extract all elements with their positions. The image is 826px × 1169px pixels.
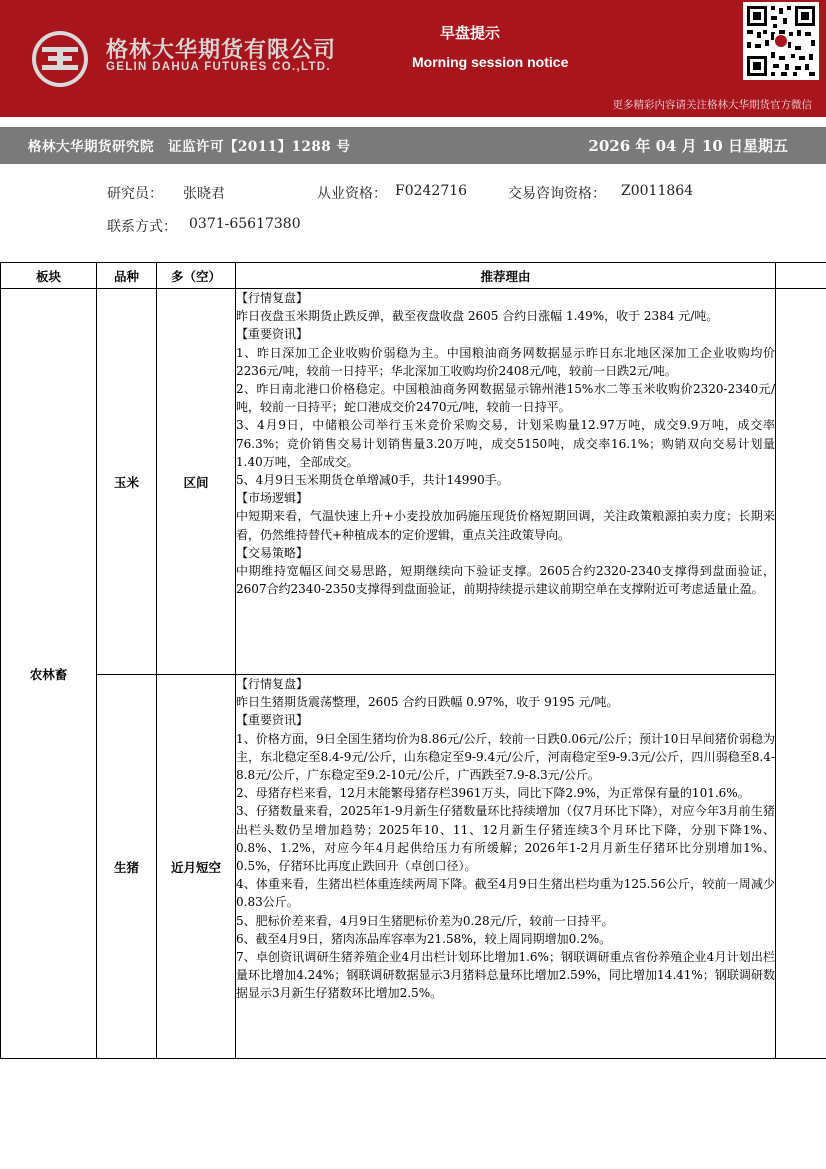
reason-paragraph: 5、4月9日玉米期货仓单增减0手，共计14990手。	[236, 473, 509, 488]
reason-paragraph: 3、4月9日，中储粮公司举行玉米竞价采购交易，计划采购量12.97万吨，成交9.9万吨，成交率76.3%；竞价销售交易计划销售量3.20万吨，成交5150吨，成交率16.1%；购销双向交易计划量1.40万吨，全部成交。	[236, 418, 775, 469]
header-sector: 板块	[1, 263, 97, 289]
header-reason: 推荐理由	[236, 263, 776, 289]
report-title-cn: 早盘提示	[440, 24, 501, 42]
reason-paragraph: 【重要资讯】	[236, 713, 309, 728]
header-direction: 多（空）	[157, 263, 236, 289]
reason-paragraph: 4、体重来看，生猪出栏体重连续两周下降。截至4月9日生猪出栏均重为125.56公斤，较前一周减少0.83公斤。	[236, 877, 775, 910]
reason-corn	[236, 289, 776, 675]
sector-cell: 农林畜	[1, 289, 97, 1059]
reason-paragraph: 【行情复盘】	[236, 677, 309, 691]
reason-paragraph: 5、肥标价差来看，4月9日生猪肥标价差为0.28元/斤，较前一日持平。	[236, 913, 614, 928]
contact-phone: 0371-65617380	[189, 216, 301, 232]
reason-paragraph: 昨日夜盘玉米期货止跌反弹，截至夜盘收盘 2605 合约日涨幅 1.49%，收于 2384 元/吨。	[236, 309, 719, 324]
reason-paragraph: 【交易策略】	[236, 545, 309, 560]
table-row-hog	[1, 675, 826, 1059]
researcher-name: 张晓君	[183, 186, 225, 202]
header-banner	[0, 0, 826, 117]
variety-corn: 玉米	[97, 289, 157, 675]
header-variety: 品种	[97, 263, 157, 289]
report-date: 2026 年 04 月 10 日星期五	[588, 137, 788, 155]
company-name-cn: 格林大华期货有限公司	[106, 38, 337, 63]
researcher-label: 研究员：	[107, 186, 163, 202]
extra-column	[776, 289, 826, 1059]
reason-paragraph: 【重要资讯】	[236, 327, 309, 342]
reason-paragraph: 7、卓创资讯调研生猪养殖企业4月出栏计划环比增加1.6%；钢联调研重点省份养殖企业4月计划出栏量环比增加4.24%；钢联调研数据显示3月猪料总量环比增加2.59%，同比增加14.41%；钢联调研数据显示3月新生仔猪数环比增加2.5%。	[236, 950, 775, 1001]
contact-label: 联系方式：	[107, 219, 177, 235]
reason-paragraph: 1、价格方面，9日全国生猪均价为8.86元/公斤，较前一日跌0.06元/公斤；预计10日早间猪价弱稳为主，东北稳定至8.4-9元/公斤，山东稳定至9-9.4元/公斤，河南稳定至9-9.3元/公斤，四川弱稳至8.4-8.8元/公斤，广东稳定至9.2-10元/公斤，广西跌至7.9-8.3元/公斤。	[236, 731, 775, 783]
table-row-corn	[1, 289, 826, 675]
reason-paragraph: 2、母猪存栏来看，12月末能繁母猪存栏3961万头，同比下降2.9%，为正常保有量的101.6%。	[236, 786, 750, 801]
header-extra	[776, 263, 826, 289]
report-title-en: Morning session notice	[412, 54, 569, 70]
consult-label: 交易咨询资格：	[508, 186, 606, 202]
reason-paragraph: 中期维持宽幅区间交易思路，短期继续向下验证支撑。2605合约2320-2340支撑得到盘面验证，2607合约2340-2350支撑得到盘面验证，前期持续提示建议前期空单在支撑附近可考虑适量止盈。	[236, 564, 775, 597]
consult-number: Z0011864	[621, 183, 694, 199]
table-header-row	[1, 263, 826, 289]
reason-paragraph: 昨日生猪期货震荡整理，2605 合约日跌幅 0.97%，收于 9195 元/吨。	[236, 695, 619, 710]
reason-paragraph: 中短期来看，气温快速上升+小麦投放加码施压现货价格短期回调，关注政策粮源拍卖力度；长期来看，仍然维持替代+种植成本的定价逻辑，重点关注政策导向。	[236, 509, 775, 542]
reason-paragraph: 3、仔猪数量来看，2025年1-9月新生仔猪数量环比持续增加（仅7月环比下降），对应今年3月前生猪出栏头数仍呈增加趋势；2025年10、11、12月新生仔猪连续3个月环比下降，分别下降1%、0.8%、1.2%，对应今年4月起供给压力有所缓解；2026年1-2月月新生仔猪环比分别增加1%、0.5%，仔猪环比再度止跌回升（卓创口径）。	[236, 804, 775, 874]
reason-paragraph: 【市场逻辑】	[236, 491, 309, 506]
company-name-en: GELIN DAHUA FUTURES CO.,LTD.	[106, 61, 331, 73]
variety-hog: 生猪	[97, 675, 157, 1059]
recommendation-table	[0, 262, 826, 1059]
direction-hog: 近月短空	[157, 675, 236, 1059]
qualification-label: 从业资格：	[317, 186, 387, 202]
wechat-follow-note: 更多精彩内容请关注格林大华期货官方微信	[612, 99, 812, 111]
qualification-number: F0242716	[395, 183, 468, 199]
reason-paragraph: 2、昨日南北港口价格稳定。中国粮油商务网数据显示锦州港15%水二等玉米收购价2320-2340元/吨，较前一日持平；蛇口港成交价2470元/吨，较前一日持平。	[236, 382, 775, 415]
reason-paragraph: 1、昨日深加工企业收购价弱稳为主。中国粮油商务网数据显示昨日东北地区深加工企业收购均价2236元/吨，较前一日持平；华北深加工收购均价2408元/吨，较前一日跌2元/吨。	[236, 345, 775, 378]
institute-bar	[0, 127, 826, 164]
institute-license: 格林大华期货研究院 证监许可【2011】1288 号	[28, 139, 351, 155]
reason-paragraph: 【行情复盘】	[236, 291, 309, 305]
reason-hog	[236, 675, 776, 1059]
reason-paragraph: 6、截至4月9日，猪肉冻品库容率为21.58%，较上周同期增加0.2%。	[236, 931, 612, 946]
direction-corn: 区间	[157, 289, 236, 675]
qr-code-icon[interactable]	[743, 2, 819, 80]
company-logo-icon	[30, 29, 90, 89]
